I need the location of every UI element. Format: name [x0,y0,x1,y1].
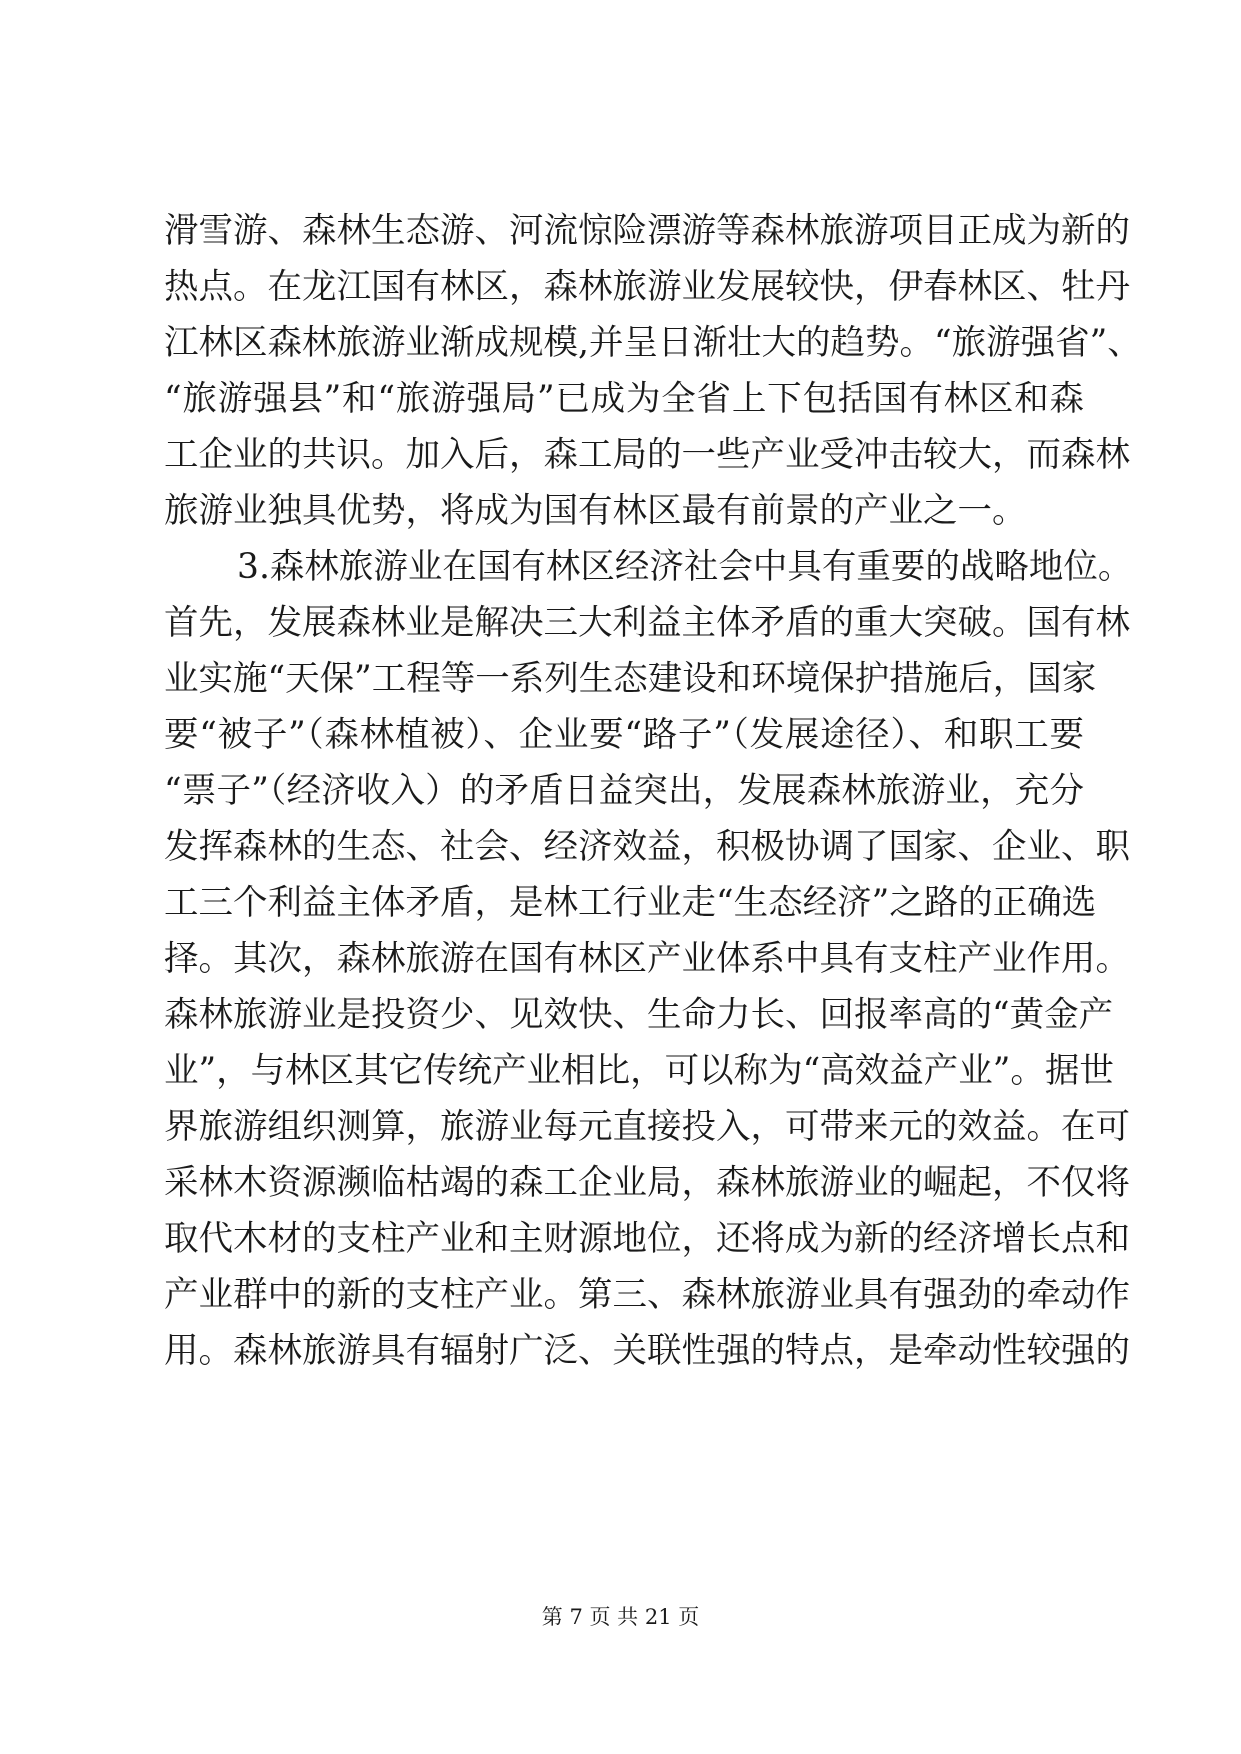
text-line: “旅游强县”和“旅游强局”已成为全省上下包括国有林区和森 [164,379,1084,419]
text-line: 首先，发展森林业是解决三大利益主体矛盾的重大突破。国有林 [164,603,1130,643]
text-line: 热点。在龙江国有林区，森林旅游业发展较快，伊春林区、牡丹 [164,267,1130,307]
text-line: 工企业的共识。加入后，森工局的一些产业受冲击较大，而森林 [164,435,1130,475]
text-line: 旅游业独具优势，将成为国有林区最有前景的产业之一。 [164,491,1027,531]
text-line: 采林木资源濒临枯竭的森工企业局，森林旅游业的崛起，不仅将 [164,1163,1130,1203]
text-line: 业实施“天保”工程等一系列生态建设和环境保护措施后，国家 [164,659,1097,699]
text-line: 界旅游组织测算，旅游业每元直接投入，可带来元的效益。在可 [164,1107,1130,1147]
page-number-footer: 第 7 页 共 21 页 [541,1605,700,1629]
section-heading-line: 3.森林旅游业在国有林区经济社会中具有重要的战略地位。 [237,547,1133,587]
text-line: 滑雪游、森林生态游、河流惊险漂游等森林旅游项目正成为新的 [164,211,1130,251]
text-line: 发挥森林的生态、社会、经济效益，积极协调了国家、企业、职 [164,827,1130,867]
text-line: 工三个利益主体矛盾，是林工行业走“生态经济”之路的正确选 [164,883,1097,923]
text-line: 用。森林旅游具有辐射广泛、关联性强的特点，是牵动性较强的 [164,1331,1130,1371]
text-line: 森林旅游业是投资少、见效快、生命力长、回报率高的“黄金产 [164,995,1114,1035]
text-line: 择。其次，森林旅游在国有林区产业体系中具有支柱产业作用。 [164,939,1130,979]
text-line: 取代木材的支柱产业和主财源地位，还将成为新的经济增长点和 [164,1219,1130,1259]
text-line: 要“被子”（森林植被）、企业要“路子”（发展途径）、和职工要 [164,715,1084,755]
text-line: 业”，与林区其它传统产业相比，可以称为“高效益产业”。据世 [164,1051,1114,1091]
text-line: 产业群中的新的支柱产业。第三、森林旅游业具有强劲的牵动作 [164,1275,1130,1315]
text-line: 江林区森林旅游业渐成规模,并呈日渐壮大的趋势。“旅游强省”、 [164,323,1142,363]
text-line: “票子”（经济收入）的矛盾日益突出，发展森林旅游业，充分 [164,771,1084,811]
